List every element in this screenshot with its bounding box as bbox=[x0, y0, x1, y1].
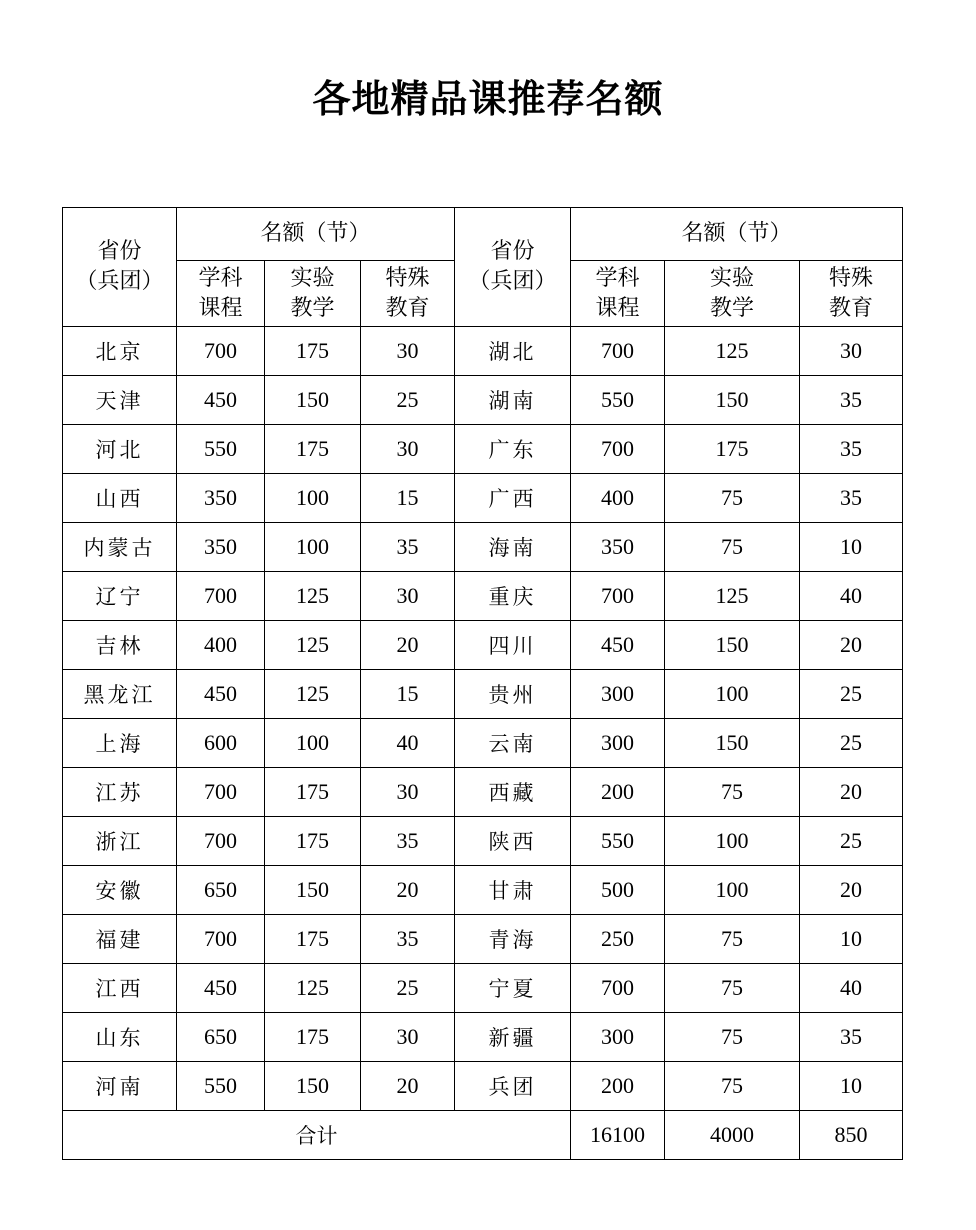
experiment-quota: 150 bbox=[265, 866, 361, 915]
special-quota: 20 bbox=[800, 866, 903, 915]
special-quota: 10 bbox=[800, 915, 903, 964]
total-subject: 16100 bbox=[571, 1111, 665, 1160]
province-name: 福建 bbox=[63, 915, 177, 964]
special-quota: 35 bbox=[800, 425, 903, 474]
special-quota: 35 bbox=[361, 523, 455, 572]
province-name: 青海 bbox=[455, 915, 571, 964]
province-header-sublabel: （兵团） bbox=[75, 269, 164, 294]
col-header-line: 实验 bbox=[709, 265, 754, 291]
subject-quota: 700 bbox=[177, 817, 265, 866]
special-quota: 35 bbox=[361, 915, 455, 964]
special-quota: 35 bbox=[361, 817, 455, 866]
province-header-left bbox=[63, 208, 177, 327]
experiment-quota: 150 bbox=[265, 1062, 361, 1111]
province-name: 河南 bbox=[63, 1062, 177, 1111]
province-name: 湖北 bbox=[455, 327, 571, 376]
province-name: 内蒙古 bbox=[63, 523, 177, 572]
special-quota: 30 bbox=[361, 768, 455, 817]
subject-quota: 450 bbox=[177, 670, 265, 719]
col-header-experiment-right bbox=[665, 261, 800, 327]
col-header-line: 教学 bbox=[709, 295, 754, 321]
table-row bbox=[63, 621, 903, 670]
province-name: 宁夏 bbox=[455, 964, 571, 1013]
page-title: 各地精品课推荐名额 bbox=[312, 76, 664, 121]
experiment-quota: 75 bbox=[665, 1013, 800, 1062]
province-name: 江西 bbox=[63, 964, 177, 1013]
table-row bbox=[63, 572, 903, 621]
province-name: 山西 bbox=[63, 474, 177, 523]
table-row bbox=[63, 1062, 903, 1111]
province-header-label: 省份 bbox=[97, 239, 142, 264]
experiment-quota: 125 bbox=[265, 572, 361, 621]
province-header-sublabel: （兵团） bbox=[468, 269, 557, 294]
province-name: 浙江 bbox=[63, 817, 177, 866]
province-name: 安徽 bbox=[63, 866, 177, 915]
subject-quota: 450 bbox=[177, 964, 265, 1013]
subject-quota: 300 bbox=[571, 670, 665, 719]
subject-quota: 450 bbox=[177, 376, 265, 425]
subject-quota: 300 bbox=[571, 719, 665, 768]
quota-group-header-right: 名额（节） bbox=[571, 208, 903, 261]
special-quota: 40 bbox=[361, 719, 455, 768]
experiment-quota: 100 bbox=[665, 817, 800, 866]
special-quota: 25 bbox=[361, 376, 455, 425]
experiment-quota: 175 bbox=[265, 768, 361, 817]
quota-group-header-left: 名额（节） bbox=[177, 208, 455, 261]
special-quota: 40 bbox=[800, 964, 903, 1013]
special-quota: 20 bbox=[800, 621, 903, 670]
subject-quota: 650 bbox=[177, 1013, 265, 1062]
special-quota: 35 bbox=[800, 1013, 903, 1062]
subject-quota: 700 bbox=[571, 572, 665, 621]
special-quota: 25 bbox=[800, 817, 903, 866]
total-label: 合计 bbox=[63, 1111, 571, 1160]
experiment-quota: 125 bbox=[265, 670, 361, 719]
experiment-quota: 175 bbox=[265, 915, 361, 964]
province-name: 山东 bbox=[63, 1013, 177, 1062]
col-header-line: 课程 bbox=[595, 295, 640, 321]
subject-quota: 500 bbox=[571, 866, 665, 915]
experiment-quota: 75 bbox=[665, 1062, 800, 1111]
quota-table bbox=[62, 207, 903, 1160]
total-row bbox=[63, 1111, 903, 1160]
subject-quota: 200 bbox=[571, 768, 665, 817]
table-row bbox=[63, 915, 903, 964]
table-row bbox=[63, 1013, 903, 1062]
special-quota: 20 bbox=[800, 768, 903, 817]
experiment-quota: 175 bbox=[265, 1013, 361, 1062]
col-header-special-right bbox=[800, 261, 903, 327]
subject-quota: 450 bbox=[571, 621, 665, 670]
experiment-quota: 125 bbox=[265, 621, 361, 670]
province-name: 重庆 bbox=[455, 572, 571, 621]
subject-quota: 350 bbox=[177, 523, 265, 572]
special-quota: 20 bbox=[361, 621, 455, 670]
subject-quota: 550 bbox=[571, 817, 665, 866]
table-row bbox=[63, 866, 903, 915]
special-quota: 15 bbox=[361, 474, 455, 523]
province-name: 河北 bbox=[63, 425, 177, 474]
province-name: 天津 bbox=[63, 376, 177, 425]
col-header-line: 实验 bbox=[290, 265, 335, 291]
subject-quota: 550 bbox=[177, 425, 265, 474]
province-name: 黑龙江 bbox=[63, 670, 177, 719]
province-name: 四川 bbox=[455, 621, 571, 670]
experiment-quota: 100 bbox=[265, 474, 361, 523]
experiment-quota: 100 bbox=[265, 523, 361, 572]
col-header-line: 特殊 bbox=[828, 265, 873, 291]
special-quota: 30 bbox=[800, 327, 903, 376]
experiment-quota: 100 bbox=[665, 866, 800, 915]
special-quota: 35 bbox=[800, 474, 903, 523]
col-header-line: 教育 bbox=[385, 295, 430, 321]
col-header-line: 教学 bbox=[290, 295, 335, 321]
subject-quota: 550 bbox=[571, 376, 665, 425]
special-quota: 20 bbox=[361, 866, 455, 915]
experiment-quota: 175 bbox=[265, 327, 361, 376]
special-quota: 30 bbox=[361, 425, 455, 474]
subject-quota: 600 bbox=[177, 719, 265, 768]
special-quota: 35 bbox=[800, 376, 903, 425]
col-header-special-left bbox=[361, 261, 455, 327]
col-header-line: 课程 bbox=[198, 295, 243, 321]
col-header-experiment-left bbox=[265, 261, 361, 327]
table-row bbox=[63, 474, 903, 523]
special-quota: 15 bbox=[361, 670, 455, 719]
province-name: 广西 bbox=[455, 474, 571, 523]
table-row bbox=[63, 425, 903, 474]
special-quota: 30 bbox=[361, 327, 455, 376]
special-quota: 30 bbox=[361, 1013, 455, 1062]
experiment-quota: 150 bbox=[665, 376, 800, 425]
table-body bbox=[63, 327, 903, 1111]
col-header-line: 教育 bbox=[828, 295, 873, 321]
province-name: 西藏 bbox=[455, 768, 571, 817]
table-row bbox=[63, 768, 903, 817]
province-name: 陕西 bbox=[455, 817, 571, 866]
special-quota: 25 bbox=[361, 964, 455, 1013]
province-name: 贵州 bbox=[455, 670, 571, 719]
experiment-quota: 150 bbox=[665, 621, 800, 670]
province-name: 江苏 bbox=[63, 768, 177, 817]
experiment-quota: 100 bbox=[665, 670, 800, 719]
province-name: 新疆 bbox=[455, 1013, 571, 1062]
province-name: 北京 bbox=[63, 327, 177, 376]
col-header-subject-left bbox=[177, 261, 265, 327]
table-row bbox=[63, 817, 903, 866]
subject-quota: 400 bbox=[177, 621, 265, 670]
subject-quota: 700 bbox=[177, 572, 265, 621]
experiment-quota: 100 bbox=[265, 719, 361, 768]
subject-quota: 550 bbox=[177, 1062, 265, 1111]
special-quota: 40 bbox=[800, 572, 903, 621]
experiment-quota: 75 bbox=[665, 915, 800, 964]
experiment-quota: 125 bbox=[265, 964, 361, 1013]
experiment-quota: 175 bbox=[265, 425, 361, 474]
experiment-quota: 125 bbox=[665, 572, 800, 621]
province-name: 甘肃 bbox=[455, 866, 571, 915]
subject-quota: 700 bbox=[571, 425, 665, 474]
subject-quota: 700 bbox=[571, 964, 665, 1013]
experiment-quota: 75 bbox=[665, 523, 800, 572]
table-row bbox=[63, 964, 903, 1013]
experiment-quota: 125 bbox=[665, 327, 800, 376]
table-row bbox=[63, 719, 903, 768]
experiment-quota: 75 bbox=[665, 964, 800, 1013]
col-header-line: 特殊 bbox=[385, 265, 430, 291]
province-header-label: 省份 bbox=[490, 239, 535, 264]
subject-quota: 700 bbox=[177, 915, 265, 964]
province-name: 吉林 bbox=[63, 621, 177, 670]
table-row bbox=[63, 327, 903, 376]
col-header-line: 学科 bbox=[198, 265, 243, 291]
special-quota: 10 bbox=[800, 523, 903, 572]
experiment-quota: 150 bbox=[265, 376, 361, 425]
province-name: 海南 bbox=[455, 523, 571, 572]
table-row bbox=[63, 523, 903, 572]
subject-quota: 350 bbox=[177, 474, 265, 523]
subject-quota: 250 bbox=[571, 915, 665, 964]
col-header-subject-right bbox=[571, 261, 665, 327]
subject-quota: 400 bbox=[571, 474, 665, 523]
province-name: 广东 bbox=[455, 425, 571, 474]
total-special: 850 bbox=[800, 1111, 903, 1160]
subject-quota: 700 bbox=[571, 327, 665, 376]
col-header-line: 学科 bbox=[595, 265, 640, 291]
province-name: 湖南 bbox=[455, 376, 571, 425]
special-quota: 25 bbox=[800, 719, 903, 768]
province-name: 辽宁 bbox=[63, 572, 177, 621]
experiment-quota: 75 bbox=[665, 474, 800, 523]
subject-quota: 700 bbox=[177, 768, 265, 817]
experiment-quota: 75 bbox=[665, 768, 800, 817]
province-header-right bbox=[455, 208, 571, 327]
subject-quota: 300 bbox=[571, 1013, 665, 1062]
subject-quota: 700 bbox=[177, 327, 265, 376]
province-name: 兵团 bbox=[455, 1062, 571, 1111]
table-row bbox=[63, 670, 903, 719]
total-experiment: 4000 bbox=[665, 1111, 800, 1160]
experiment-quota: 175 bbox=[265, 817, 361, 866]
special-quota: 30 bbox=[361, 572, 455, 621]
table-row bbox=[63, 376, 903, 425]
subject-quota: 200 bbox=[571, 1062, 665, 1111]
subject-quota: 350 bbox=[571, 523, 665, 572]
special-quota: 20 bbox=[361, 1062, 455, 1111]
subject-quota: 650 bbox=[177, 866, 265, 915]
experiment-quota: 175 bbox=[665, 425, 800, 474]
special-quota: 10 bbox=[800, 1062, 903, 1111]
province-name: 上海 bbox=[63, 719, 177, 768]
province-name: 云南 bbox=[455, 719, 571, 768]
special-quota: 25 bbox=[800, 670, 903, 719]
experiment-quota: 150 bbox=[665, 719, 800, 768]
